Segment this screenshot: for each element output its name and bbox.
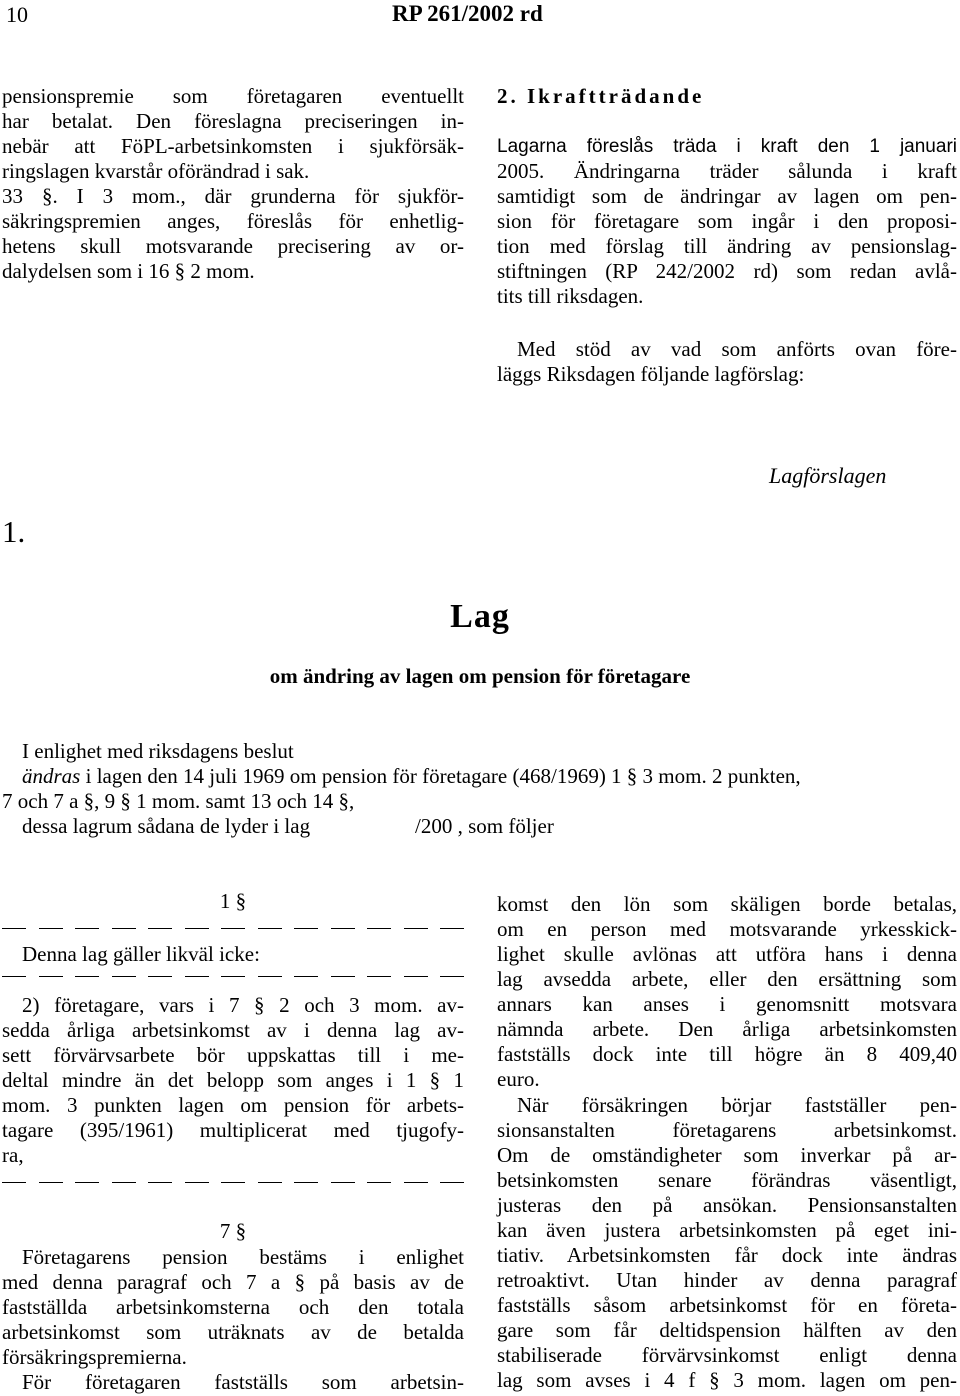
text-line: fastställda arbetsinkomsterna och den totala — [2, 1295, 464, 1319]
text-line: samtidigt som de ändringar av lagen om pen- — [497, 184, 957, 208]
text-line: 33 §. I 3 mom., där grunderna för sjukför- — [2, 184, 464, 208]
text-line: justeras den på ansökan. Pensionsanstalten — [497, 1193, 957, 1217]
text-line: komst den lön som skäligen borde betalas, — [497, 892, 957, 916]
text-line: om en person med motsvarande yrkesskick- — [497, 917, 957, 941]
section-7-label: 7 § — [219, 1219, 247, 1243]
text-line: lag som avses i 4 f § 3 mom. lagen om pen- — [497, 1368, 957, 1392]
text-line: euro. — [497, 1067, 540, 1091]
text-line: /200 , som följer — [415, 814, 554, 838]
text-line: Lagarna föreslås träda i kraft den 1 januari — [497, 136, 957, 157]
text-line: Denna lag gäller likväl icke: — [22, 942, 260, 966]
text-line: 2005. Ändringarna träder sålunda i kraft — [497, 159, 957, 183]
bill-number: 1. — [2, 514, 26, 549]
text-line: sett förvärvsarbete bör uppskattas till i me- — [2, 1043, 464, 1067]
text-line: För företagaren fastställs som arbetsin- — [22, 1370, 464, 1394]
text-line: tagare (395/1961) multiplicerat med tjugofy- — [2, 1118, 464, 1142]
text-line: nebär att FöPL-arbetsinkomsten i sjukförsäk- — [2, 134, 464, 158]
text-line: mom. 3 punkten lagen om pension för arbets- — [2, 1093, 464, 1117]
text-line: försäkringspremierna. — [2, 1345, 187, 1369]
omission-dashes — [2, 976, 464, 980]
bill-title: Lag — [450, 598, 510, 635]
text-line: tion med förslag till ändring av pensionslag- — [497, 234, 957, 258]
lagforslagen-label: Lagförslagen — [769, 463, 887, 488]
text-line: gare som får deltidspension hälften av den — [497, 1318, 957, 1342]
section-heading: 2. Ikraftträdande — [497, 84, 705, 108]
text-line: arbetsinkomst som uträknats av de betalda — [2, 1320, 464, 1344]
text-line: pensionspremie som företagaren eventuellt — [2, 84, 464, 108]
page-number: 10 — [6, 2, 28, 27]
text-line: lag avsedda arbete, eller den ersättning som — [497, 967, 957, 991]
text-line: hetens skull motsvarande precisering av or- — [2, 234, 464, 258]
text-line: lighet skulle avlönas att utföra hans i denna — [497, 942, 957, 966]
text-line: I enlighet med riksdagens beslut — [22, 739, 294, 763]
text-line: fastställs såsom arbetsinkomst för en företa- — [497, 1293, 957, 1317]
text-line: dalydelsen som i 16 § 2 mom. — [2, 259, 255, 283]
omission-dashes — [2, 1182, 464, 1186]
text-line — [22, 764, 958, 789]
text-line: Företagarens pension bestäms i enlighet — [22, 1245, 464, 1269]
text-line: stabiliserade förvärvsinkomst enligt denna — [497, 1343, 957, 1367]
text-line: retroaktivt. Utan hinder av denna paragraf — [497, 1268, 957, 1292]
text-line: sion för företagare som ingår i den proposi- — [497, 209, 957, 233]
bill-subtitle: om ändring av lagen om pension för företagare — [269, 664, 691, 688]
text-line: Om de omständigheter som inverkar på ar- — [497, 1143, 957, 1167]
omission-dashes — [2, 928, 464, 932]
text-line: tiativ. Arbetsinkomsten får dock inte ändras — [497, 1243, 957, 1267]
text-line: läggs Riksdagen följande lagförslag: — [497, 362, 805, 386]
text-line: nämnda arbete. Den årliga arbetsinkomsten — [497, 1017, 957, 1041]
document-id: RP 261/2002 rd — [392, 1, 543, 26]
text-line: 2) företagare, vars i 7 § 2 och 3 mom. av- — [22, 993, 464, 1017]
text-line: Med stöd av vad som anförts ovan före- — [517, 337, 957, 361]
text-line: sionsanstalten företagarens arbetsinkomst. — [497, 1118, 957, 1142]
text-line: dessa lagrum sådana de lyder i lag — [22, 814, 311, 838]
text-line: annars kan anses i genomsnitt motsvara — [497, 992, 957, 1016]
text-line: 7 och 7 a §, 9 § 1 mom. samt 13 och 14 §, — [2, 789, 355, 813]
text-span: i lagen den 14 juli 1969 om pension för företagare (468/1969) 1 § 3 mom. 2 punkten, — [80, 764, 801, 788]
text-line: har betalat. Den föreslagna preciseringen in- — [2, 109, 464, 133]
text-line: När försäkringen börjar fastställer pen- — [517, 1093, 957, 1117]
text-line: säkringspremien anges, föreslås för enhetlig- — [2, 209, 464, 233]
section-1-label: 1 § — [219, 889, 247, 913]
text-line: kan även justera arbetsinkomsten på eget ini- — [497, 1218, 957, 1242]
text-line: betsinkomsten senare förändras väsentligt, — [497, 1168, 957, 1192]
text-line: tits till riksdagen. — [497, 284, 644, 308]
text-line: ra, — [2, 1143, 24, 1167]
text-line: stiftningen (RP 242/2002 rd) som redan avlå- — [497, 259, 957, 283]
amending-verb: ändras — [22, 764, 81, 788]
text-line: fastställs dock inte till högre än 8 409,40 — [497, 1042, 957, 1066]
text-line: sedda årliga arbetsinkomst av i denna lag av- — [2, 1018, 464, 1042]
text-line: deltal mindre än det belopp som anges i 1 § 1 — [2, 1068, 464, 1092]
text-line: ringslagen kvarstår oförändrad i sak. — [2, 159, 310, 183]
text-line: med denna paragraf och 7 a § på basis av de — [2, 1270, 464, 1294]
